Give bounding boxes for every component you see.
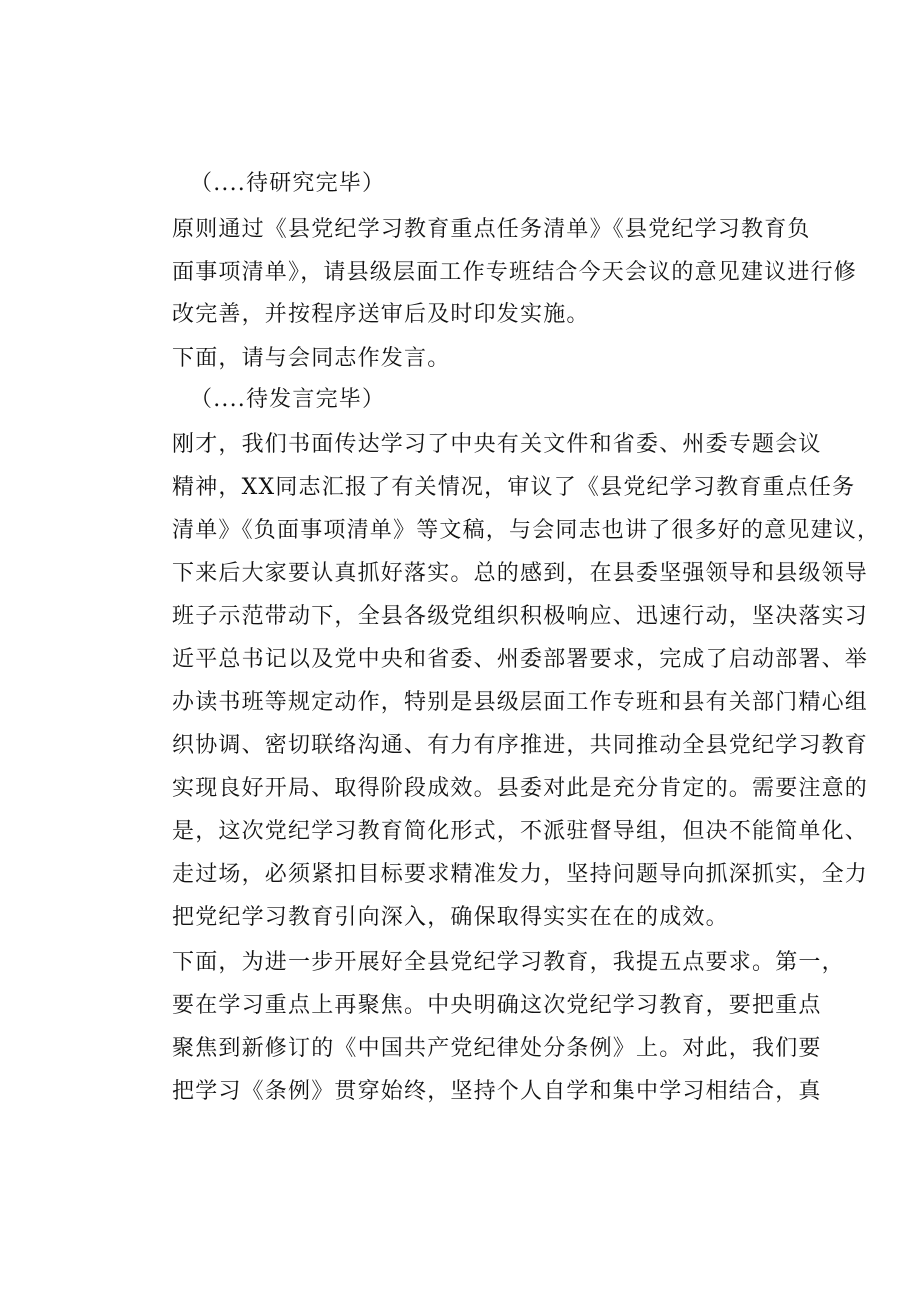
text-line: 刚才，我们书面传达学习了中央有关文件和省委、州委专题会议 [172, 432, 822, 457]
text-line: 精神，XX同志汇报了有关情况，审议了《县党纪学习教育重点任务 [172, 475, 856, 500]
text-line: 近平总书记以及党中央和省委、州委部署要求，完成了启动部署、举 [172, 647, 869, 672]
text-line: 改完善，并按程序送审后及时印发实施。 [172, 302, 590, 327]
text-line: 班子示范带动下，全县各级党组织积极响应、迅速行动，坚决落实习 [172, 604, 869, 629]
text-line: 下面，请与会同志作发言。 [172, 346, 451, 371]
text-line: 聚焦到新修订的《中国共产党纪律处分条例》上。对此，我们要 [172, 1036, 822, 1061]
text-line: 是，这次党纪学习教育简化形式，不派驻督导组，但决不能简单化、 [172, 819, 869, 844]
text-line: 办读书班等规定动作，特别是县级层面工作专班和县有关部门精心组 [172, 690, 869, 715]
text-line: 下面，为进一步开展好全县党纪学习教育，我提五点要求。第一， [172, 950, 845, 975]
text-line: 走过场，必须紧扣目标要求精准发力，坚持问题导向抓深抓实，全力 [172, 862, 869, 887]
text-line: 下来后大家要认真抓好落实。总的感到，在县委坚强领导和县级领导 [172, 561, 869, 586]
text-line: 要在学习重点上再聚焦。中央明确这次党纪学习教育，要把重点 [172, 993, 822, 1018]
text-line: 织协调、密切联络沟通、有力有序推进，共同推动全县党纪学习教育 [172, 733, 869, 758]
text-line: 实现良好开局、取得阶段成效。县委对此是充分肯定的。需要注意的 [172, 776, 869, 801]
text-line: 把党纪学习教育引向深入，确保取得实实在在的成效。 [172, 905, 729, 930]
text-line: 清单》《负面事项清单》等文稿，与会同志也讲了很多好的意见建议， [172, 518, 881, 543]
text-line: （....待发言完毕） [190, 387, 386, 412]
text-line: 原则通过《县党纪学习教育重点任务清单》《县党纪学习教育负 [172, 217, 811, 242]
text-line: 把学习《条例》贯穿始终，坚持个人自学和集中学习相结合，真 [172, 1079, 822, 1104]
text-line: （....待研究完毕） [190, 171, 386, 196]
text-line: 面事项清单》，请县级层面工作专班结合今天会议的意见建议进行修 [172, 260, 858, 285]
